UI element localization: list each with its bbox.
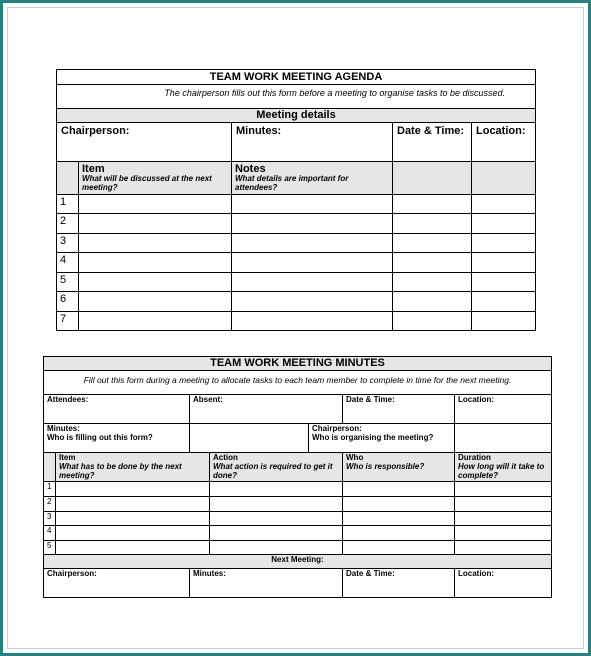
- minutes-number-header: [44, 453, 56, 482]
- agenda-row-cell[interactable]: [393, 311, 472, 331]
- agenda-item-heading: Item: [82, 163, 105, 175]
- minutes-row-cell[interactable]: [56, 511, 210, 526]
- minutes-row-cell[interactable]: [343, 482, 455, 497]
- minutes-row-cell[interactable]: [56, 482, 210, 497]
- minutes-row-cell[interactable]: [56, 540, 210, 555]
- minutes-row: [44, 511, 552, 526]
- agenda-row: [57, 253, 536, 273]
- agenda-row-cell[interactable]: [393, 214, 472, 234]
- agenda-row: [57, 272, 536, 292]
- agenda-row-cell[interactable]: [393, 272, 472, 292]
- minutes-row-cell[interactable]: [210, 482, 343, 497]
- minutes-datetime-field[interactable]: Date & Time:: [343, 395, 455, 424]
- agenda-row-cell[interactable]: [232, 272, 393, 292]
- minutes-action-header: [210, 453, 343, 482]
- agenda-row-number: 3: [57, 233, 79, 253]
- minutes-item-heading: Item: [59, 453, 76, 462]
- minutes-row-cell[interactable]: [343, 511, 455, 526]
- minutes-minutes-label: [44, 424, 190, 453]
- agenda-row-cell[interactable]: [393, 233, 472, 253]
- agenda-extra-header-2: [472, 162, 536, 195]
- minutes-row-cell[interactable]: [343, 526, 455, 541]
- minutes-title: TEAM WORK MEETING MINUTES: [44, 357, 552, 371]
- minutes-row-cell[interactable]: [455, 540, 552, 555]
- agenda-row-number: 4: [57, 253, 79, 273]
- agenda-row-cell[interactable]: [393, 292, 472, 312]
- agenda-row-cell[interactable]: [472, 194, 536, 214]
- minutes-chair-value[interactable]: [455, 424, 552, 453]
- minutes-who-sub: Who is responsible?: [346, 461, 425, 471]
- agenda-row: [57, 214, 536, 234]
- minutes-row-number: 3: [44, 511, 56, 526]
- minutes-chair-sub: Who is organising the meeting?: [312, 432, 434, 442]
- next-location-field[interactable]: Location:: [455, 569, 552, 598]
- minutes-row-cell[interactable]: [210, 526, 343, 541]
- minutes-row-number: 1: [44, 482, 56, 497]
- agenda-row-cell[interactable]: [472, 214, 536, 234]
- minutes-row-number: 4: [44, 526, 56, 541]
- next-minutes-field[interactable]: Minutes:: [190, 569, 343, 598]
- agenda-row: [57, 311, 536, 331]
- agenda-title: TEAM WORK MEETING AGENDA: [57, 70, 536, 85]
- minutes-table: [43, 356, 552, 598]
- agenda-row-number: 5: [57, 272, 79, 292]
- agenda-row-cell[interactable]: [79, 233, 232, 253]
- agenda-row: [57, 194, 536, 214]
- agenda-row-cell[interactable]: [79, 292, 232, 312]
- minutes-who-header: [343, 453, 455, 482]
- agenda-row-cell[interactable]: [79, 194, 232, 214]
- minutes-item-sub: What has to be done by the next meeting?: [59, 461, 182, 480]
- agenda-instruction: The chairperson fills out this form before a meeting to organise tasks to be discussed.: [57, 85, 536, 109]
- agenda-row-cell[interactable]: [472, 253, 536, 273]
- minutes-row-cell[interactable]: [56, 526, 210, 541]
- minutes-row-cell[interactable]: [455, 482, 552, 497]
- minutes-row-cell[interactable]: [210, 511, 343, 526]
- minutes-row-cell[interactable]: [210, 496, 343, 511]
- agenda-row-number: 2: [57, 214, 79, 234]
- minutes-row-number: 5: [44, 540, 56, 555]
- next-chairperson-field[interactable]: Chairperson:: [44, 569, 190, 598]
- minutes-chair-label: [309, 424, 455, 453]
- agenda-row-cell[interactable]: [79, 272, 232, 292]
- minutes-chair-heading: Chairperson:: [312, 424, 362, 433]
- agenda-row-cell[interactable]: [79, 253, 232, 273]
- agenda-row-cell[interactable]: [232, 214, 393, 234]
- agenda-row-cell[interactable]: [393, 253, 472, 273]
- agenda-minutes-field[interactable]: Minutes:: [232, 123, 393, 162]
- minutes-row: [44, 526, 552, 541]
- agenda-row-number: 7: [57, 311, 79, 331]
- minutes-attendees-field[interactable]: Attendees:: [44, 395, 190, 424]
- minutes-row-cell[interactable]: [455, 511, 552, 526]
- agenda-row-cell[interactable]: [232, 233, 393, 253]
- minutes-row-cell[interactable]: [210, 540, 343, 555]
- agenda-row-cell[interactable]: [472, 292, 536, 312]
- agenda-table: [56, 69, 536, 331]
- minutes-location-field[interactable]: Location:: [455, 395, 552, 424]
- agenda-row-number: 6: [57, 292, 79, 312]
- agenda-row-cell[interactable]: [472, 311, 536, 331]
- minutes-instruction: Fill out this form during a meeting to allocate tasks to each team member to complete in time for the next meeting.: [44, 371, 552, 395]
- minutes-minutes-heading: Minutes:: [47, 424, 80, 433]
- minutes-row: [44, 482, 552, 497]
- agenda-row-cell[interactable]: [232, 194, 393, 214]
- minutes-row-cell[interactable]: [343, 496, 455, 511]
- minutes-row-cell[interactable]: [343, 540, 455, 555]
- minutes-duration-heading: Duration: [458, 453, 491, 462]
- agenda-row-number: 1: [57, 194, 79, 214]
- minutes-row-cell[interactable]: [56, 496, 210, 511]
- minutes-row-cell[interactable]: [455, 526, 552, 541]
- agenda-row-cell[interactable]: [393, 194, 472, 214]
- agenda-notes-subheading: What details are important for attendees?: [235, 174, 349, 192]
- agenda-item-subheading: What will be discussed at the next meeting?: [82, 174, 212, 192]
- agenda-notes-heading: Notes: [235, 163, 266, 175]
- minutes-action-heading: Action: [213, 453, 238, 462]
- minutes-row-cell[interactable]: [455, 496, 552, 511]
- meeting-details-heading: Meeting details: [57, 109, 536, 123]
- agenda-row-cell[interactable]: [472, 233, 536, 253]
- agenda-extra-header-1: [393, 162, 472, 195]
- agenda-row: [57, 292, 536, 312]
- minutes-absent-field[interactable]: Absent:: [190, 395, 343, 424]
- next-datetime-field[interactable]: Date & Time:: [343, 569, 455, 598]
- agenda-notes-header: [232, 162, 393, 195]
- agenda-row-cell[interactable]: [472, 272, 536, 292]
- minutes-row-number: 2: [44, 496, 56, 511]
- next-meeting-heading: Next Meeting:: [44, 555, 552, 569]
- minutes-who-heading: Who: [346, 453, 364, 462]
- agenda-row-cell[interactable]: [79, 214, 232, 234]
- agenda-row-cell[interactable]: [232, 292, 393, 312]
- minutes-item-header: [56, 453, 210, 482]
- minutes-minutes-sub: Who is filling out this form?: [47, 432, 153, 442]
- minutes-duration-header: [455, 453, 552, 482]
- agenda-chairperson-field[interactable]: Chairperson:: [57, 123, 232, 162]
- agenda-row-cell[interactable]: [232, 311, 393, 331]
- minutes-row: [44, 540, 552, 555]
- minutes-row: [44, 496, 552, 511]
- agenda-number-header: [57, 162, 79, 195]
- minutes-minutes-value[interactable]: [190, 424, 309, 453]
- agenda-datetime-field[interactable]: Date & Time:: [393, 123, 472, 162]
- agenda-item-header: [79, 162, 232, 195]
- agenda-row-cell[interactable]: [79, 311, 232, 331]
- agenda-row: [57, 233, 536, 253]
- minutes-action-sub: What action is required to get it done?: [213, 461, 333, 480]
- minutes-duration-sub: How long will it take to complete?: [458, 461, 545, 480]
- agenda-location-field[interactable]: Location:: [472, 123, 536, 162]
- agenda-row-cell[interactable]: [232, 253, 393, 273]
